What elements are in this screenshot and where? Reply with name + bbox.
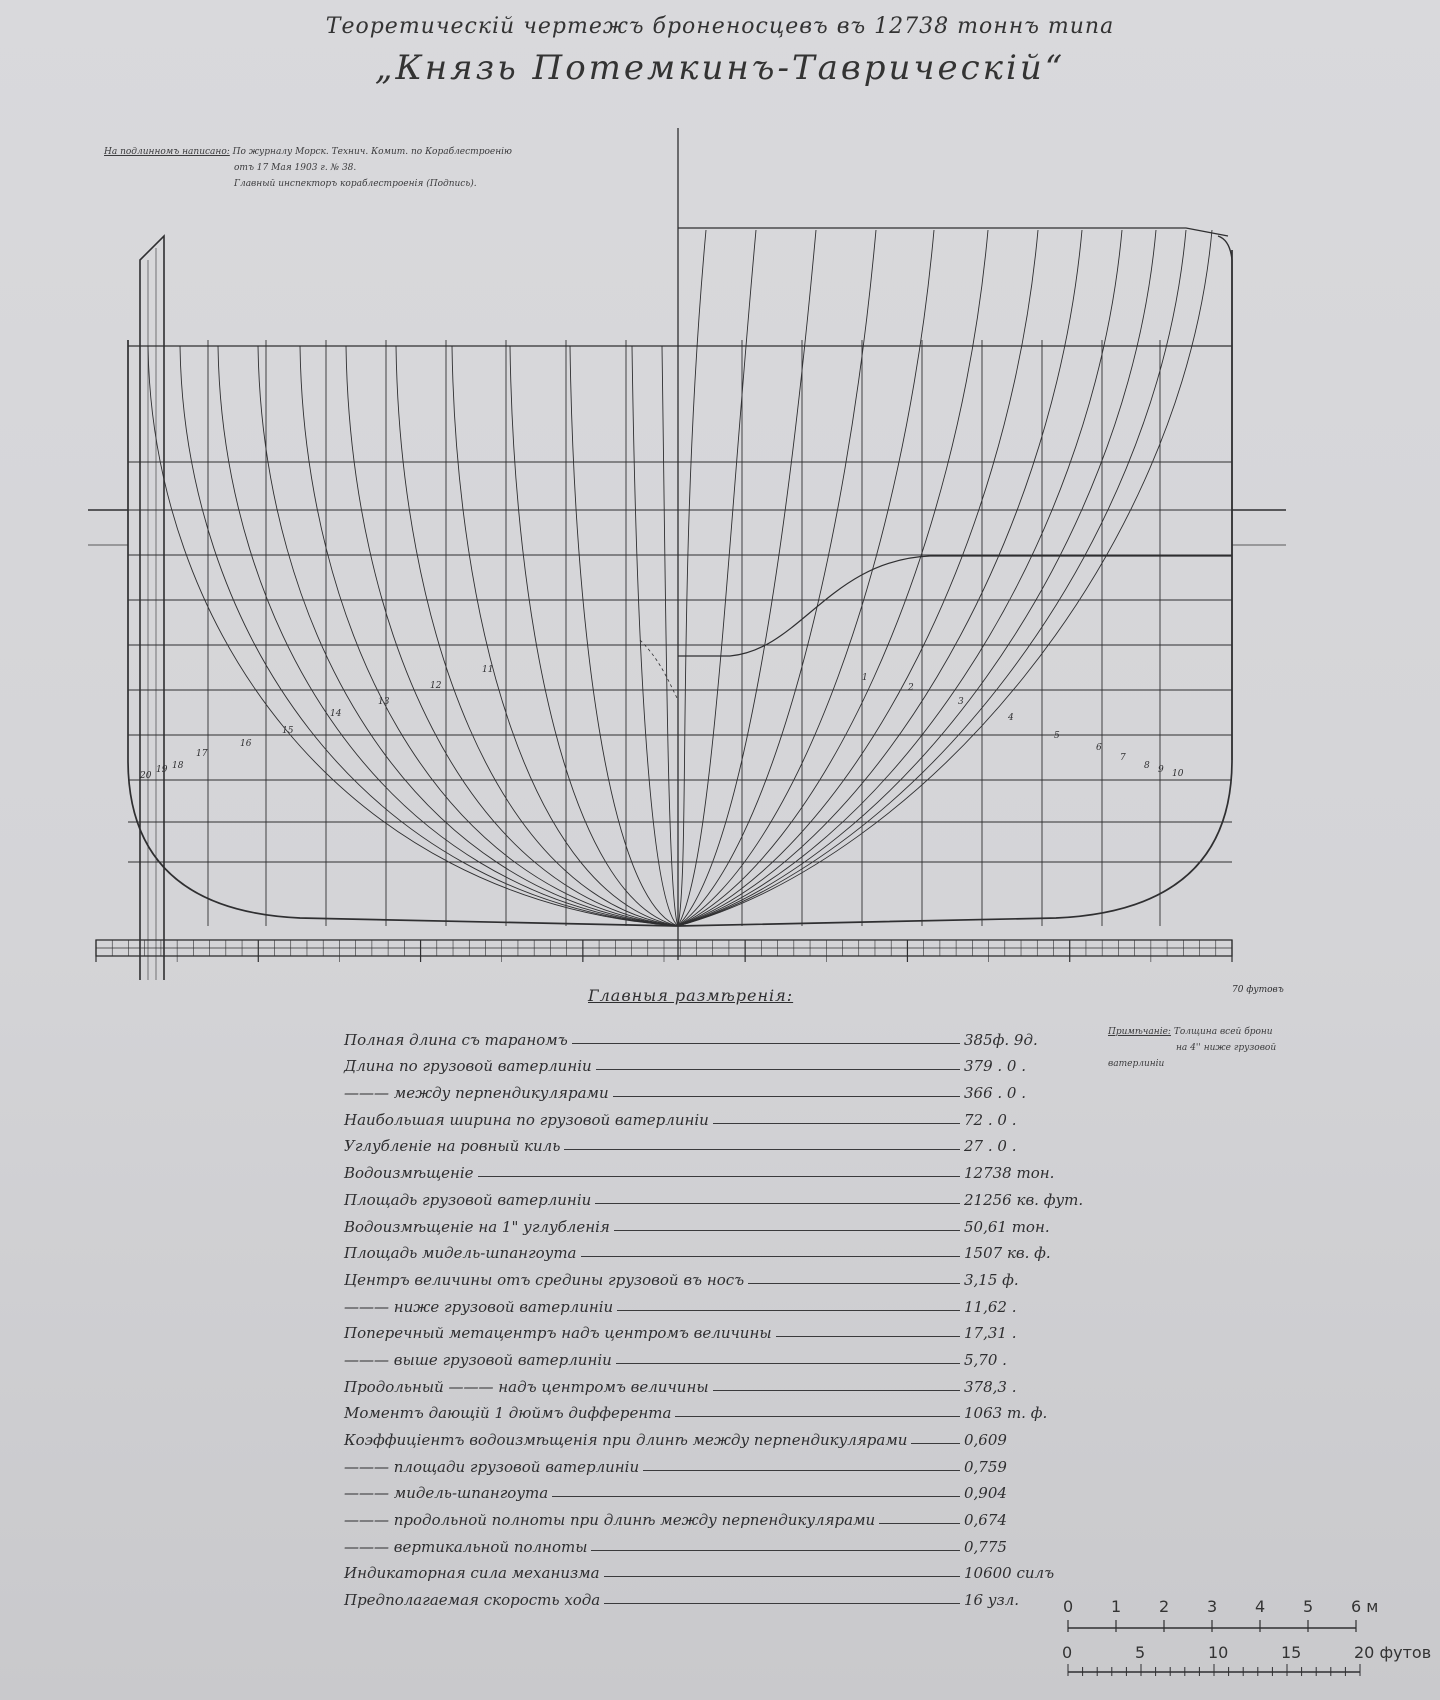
station-mark: 13 — [378, 697, 390, 707]
dimension-row — [344, 1289, 1064, 1316]
station-mark: 5 — [1054, 731, 1060, 741]
dimension-value: 0,759 — [964, 1457, 1007, 1476]
dimension-value: 366 . 0 . — [964, 1084, 1027, 1103]
stern-post-inner — [148, 248, 156, 980]
dimension-value: 0,609 — [964, 1431, 1007, 1449]
station-mark: 14 — [330, 709, 342, 719]
dimension-row — [344, 1529, 1064, 1556]
after-section-line — [662, 346, 678, 926]
dimension-value: 10600 силъ — [964, 1564, 1055, 1583]
stern-post — [140, 236, 164, 980]
station-mark: 4 — [1008, 713, 1014, 723]
dimension-label: Индикаторная сила механизма — [344, 1564, 600, 1583]
dimension-leader-line — [643, 1470, 960, 1471]
dimension-leader-line — [552, 1496, 960, 1497]
dimension-row — [344, 1422, 1064, 1449]
station-mark: 11 — [482, 665, 494, 675]
feet-tick-label: 20 футов — [1354, 1643, 1432, 1662]
station-mark: 15 — [282, 726, 294, 736]
dimension-value: 379 . 0 . — [964, 1057, 1027, 1076]
dimension-leader-line — [776, 1336, 960, 1337]
side-note — [1108, 1024, 1308, 1072]
dimension-leader-line — [596, 1069, 960, 1070]
dimension-leader-line — [713, 1390, 960, 1391]
dimension-row — [344, 1155, 1064, 1182]
dimension-leader-line — [748, 1283, 960, 1284]
dimension-leader-line — [617, 1310, 960, 1311]
station-mark: 3 — [958, 697, 964, 707]
dimension-leader-line — [564, 1149, 960, 1150]
after-section-line — [258, 346, 678, 926]
approval-note-line2: отъ 17 Мая 1903 г. № 38. — [234, 163, 357, 173]
dimension-label: Длина по грузовой ватерлиніи — [344, 1057, 592, 1076]
dimension-row — [344, 1342, 1064, 1369]
dimension-row — [344, 1182, 1084, 1209]
dimension-leader-line — [604, 1603, 960, 1604]
station-mark: 6 — [1096, 743, 1102, 753]
dimension-row — [344, 1022, 1064, 1049]
dimension-label: Площадь грузовой ватерлиніи — [344, 1190, 592, 1209]
dimension-label: ——— между перпендикулярами — [344, 1084, 609, 1103]
dimension-row — [344, 1502, 1064, 1529]
after-section-line — [570, 346, 678, 926]
dimension-row — [344, 1209, 1064, 1236]
dimension-leader-line — [613, 1096, 960, 1097]
dimension-label: Моментъ дающій 1 дюймъ дифферента — [344, 1404, 672, 1423]
station-mark: 19 — [156, 765, 168, 775]
side-note-text2: на 4'' ниже грузовой ватерлиніи — [1108, 1043, 1277, 1069]
dimension-leader-line — [614, 1230, 960, 1231]
dimension-leader-line — [478, 1176, 960, 1177]
station-mark: 1 — [862, 673, 868, 683]
dimension-label: Водоизмѣщеніе на 1" углубленія — [344, 1217, 610, 1236]
approval-note-line3: Главный инспекторъ кораблестроенія (Подпись). — [234, 179, 477, 189]
dimension-row — [344, 1075, 1064, 1102]
dimension-value: 72 . 0 . — [964, 1110, 1017, 1129]
dimension-leader-line — [604, 1576, 960, 1577]
dimension-label: Продольный ——— надъ центромъ величины — [344, 1377, 709, 1396]
dimension-label: Коэффиціентъ водоизмѣщенія при длинѣ между перпендикулярами — [344, 1431, 908, 1449]
station-mark: 10 — [1172, 769, 1184, 779]
forecastle-line — [678, 228, 1228, 236]
dimension-row — [344, 1129, 1064, 1156]
dimension-row — [344, 1476, 1064, 1503]
dimension-leader-line — [616, 1363, 960, 1364]
dashed-section — [640, 640, 678, 700]
dimension-value: 0,904 — [964, 1484, 1007, 1503]
side-note-text1: Толщина всей брони — [1173, 1027, 1273, 1037]
dimension-label: Водоизмѣщеніе — [344, 1164, 474, 1183]
feet-tick-label: 0 — [1062, 1643, 1073, 1662]
metric-tick-label: 6 м — [1351, 1597, 1379, 1616]
dimension-label: ——— продольной полноты при длинѣ между перпендикулярами — [344, 1511, 876, 1530]
dimension-leader-line — [572, 1043, 960, 1044]
feet-tick-label: 15 — [1281, 1643, 1302, 1662]
dimension-value: 11,62 . — [964, 1297, 1017, 1316]
dimension-leader-line — [675, 1416, 960, 1417]
metric-tick-label: 3 — [1207, 1597, 1218, 1616]
after-section-line — [396, 346, 678, 926]
dimension-label: ——— мидель-шпангоута — [344, 1484, 549, 1503]
dimension-value: 16 узл. — [964, 1591, 1020, 1610]
dimension-value: 378,3 . — [964, 1377, 1017, 1396]
after-section-line — [148, 346, 678, 926]
feet-tick-label: 5 — [1135, 1643, 1146, 1662]
station-mark: 7 — [1120, 753, 1126, 763]
metric-tick-label: 5 — [1303, 1597, 1314, 1616]
dimension-value: 5,70 . — [964, 1350, 1007, 1369]
approval-note-label: На подлинномъ написано: — [104, 147, 230, 157]
dimension-label: Центръ величины отъ средины грузовой въ носъ — [344, 1270, 745, 1289]
dimension-leader-line — [911, 1443, 960, 1444]
dimension-label: Поперечный метацентръ надъ центромъ величины — [344, 1324, 772, 1343]
dimension-leader-line — [591, 1550, 960, 1551]
dimension-leader-line — [581, 1256, 961, 1257]
dimension-value: 50,61 тон. — [964, 1217, 1050, 1236]
dimension-label: ——— ниже грузовой ватерлиніи — [344, 1297, 614, 1316]
dimension-value: 1063 т. ф. — [964, 1404, 1048, 1423]
metric-tick-label: 4 — [1255, 1597, 1266, 1616]
station-mark: 9 — [1158, 765, 1164, 775]
dimension-row — [344, 1369, 1064, 1396]
after-section-line — [300, 346, 678, 926]
station-mark: 2 — [908, 683, 914, 693]
bottom-scale-end-label: 70 футовъ — [1232, 985, 1284, 995]
metric-tick-label: 0 — [1063, 1597, 1074, 1616]
dimension-label: ——— вертикальной полноты — [344, 1537, 588, 1556]
side-note-label: Примѣчаніе: — [1108, 1027, 1171, 1037]
station-mark: 20 — [140, 771, 152, 781]
dimension-label: Площадь мидель-шпангоута — [344, 1244, 577, 1263]
dimension-leader-line — [879, 1523, 960, 1524]
station-mark: 8 — [1144, 761, 1150, 771]
dimension-row — [344, 1236, 1064, 1263]
dimension-row — [344, 1396, 1064, 1423]
dimension-label: ——— площади грузовой ватерлиніи — [344, 1457, 640, 1476]
approval-note-line1: По журналу Морск. Технич. Комит. по Кораблестроенію — [232, 147, 512, 157]
main-dimensions-table — [344, 1022, 1084, 1610]
dimension-leader-line — [713, 1123, 960, 1124]
armour-line — [678, 556, 1232, 656]
dimension-row — [344, 1556, 1064, 1583]
station-mark: 16 — [240, 739, 252, 749]
dimension-value: 17,31 . — [964, 1324, 1017, 1343]
metric-tick-label: 2 — [1159, 1597, 1170, 1616]
station-mark: 12 — [430, 681, 442, 691]
dimension-label: Предполагаемая скорость хода — [344, 1591, 601, 1610]
after-section-line — [346, 346, 678, 926]
dimension-leader-line — [595, 1203, 960, 1204]
dimension-row — [344, 1316, 1064, 1343]
dimension-label: Наибольшая ширина по грузовой ватерлиніи — [344, 1110, 709, 1129]
dimension-value: 0,674 — [964, 1511, 1007, 1530]
dimension-row — [344, 1102, 1064, 1129]
metric-tick-label: 1 — [1111, 1597, 1122, 1616]
dimension-label: ——— выше грузовой ватерлиніи — [344, 1350, 612, 1369]
dimension-row — [344, 1582, 1064, 1609]
dimension-value: 27 . 0 . — [964, 1137, 1017, 1156]
dimension-row — [344, 1262, 1064, 1289]
dimension-row — [344, 1049, 1064, 1076]
dimension-label: Углубленіе на ровный киль — [344, 1137, 561, 1156]
dimension-value: 385ф. 9д. — [964, 1030, 1038, 1049]
main-dimensions-title: Главныя размѣренія: — [588, 986, 794, 1005]
dimension-value: 12738 тон. — [964, 1164, 1055, 1183]
dimension-row — [344, 1449, 1064, 1476]
station-mark: 18 — [172, 761, 184, 771]
after-section-line — [218, 346, 678, 926]
station-mark: 17 — [196, 749, 208, 759]
drawing-title: Теоретическій чертежъ броненосцевъ въ 12738 тоннъ типа — [325, 14, 1115, 39]
dimension-value: 0,775 — [964, 1537, 1007, 1556]
dimension-value: 3,15 ф. — [964, 1270, 1019, 1289]
ship-name: „Князь Потемкинъ-Таврическій“ — [374, 48, 1066, 88]
feet-tick-label: 10 — [1208, 1643, 1229, 1662]
dimension-label: Полная длина съ тараномъ — [344, 1030, 568, 1049]
dimension-value: 21256 кв. фут. — [964, 1190, 1084, 1209]
after-section-line — [180, 346, 678, 926]
dimension-value: 1507 кв. ф. — [964, 1244, 1051, 1263]
stem-line — [1218, 236, 1232, 760]
